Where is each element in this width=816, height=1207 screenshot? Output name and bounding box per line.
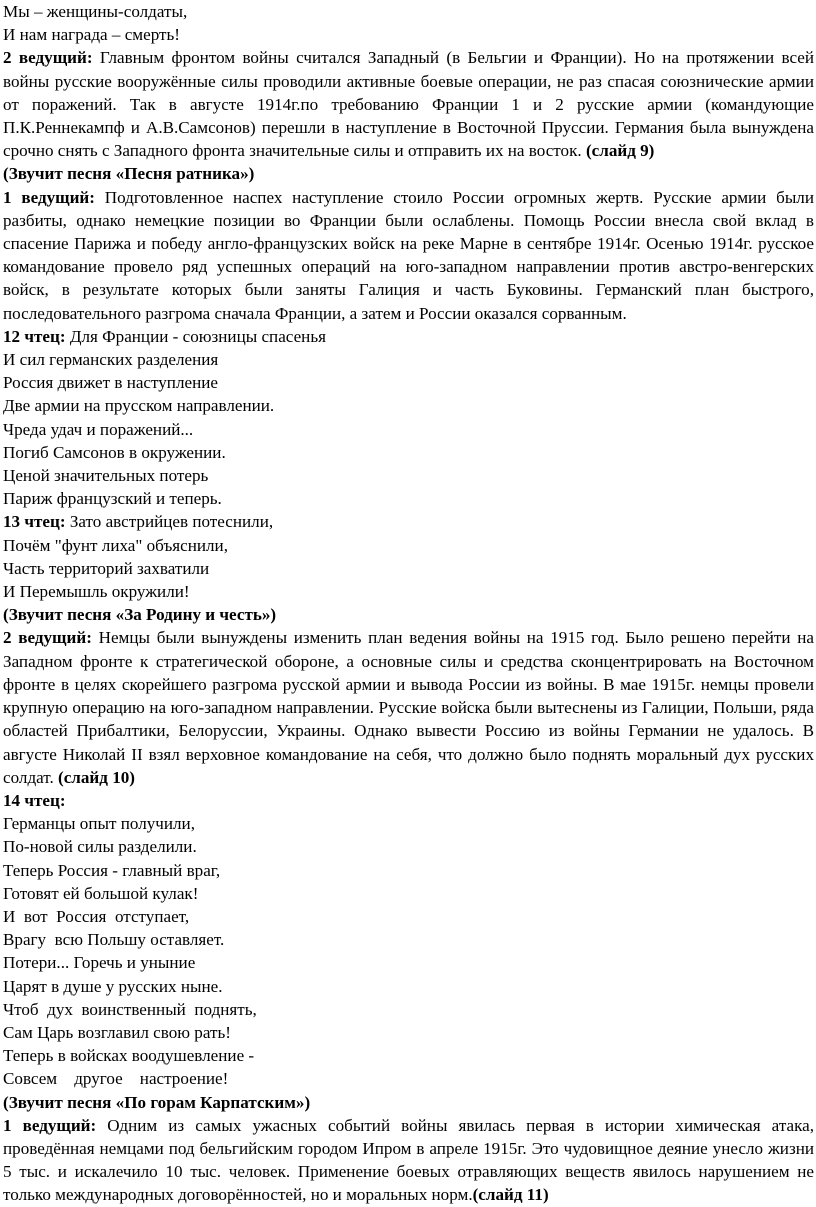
poem-line: Погиб Самсонов в окружении. <box>3 442 226 462</box>
poem-line: Две армии на прусском направлении. <box>3 396 275 416</box>
poem-line: Ценой значительных потерь <box>3 466 209 486</box>
narrator-paragraph <box>3 1114 814 1207</box>
song-cue: (Звучит песня «За Родину и честь») <box>3 605 277 625</box>
poem-line: Готовят ей большой кулак! <box>3 883 199 903</box>
poem-line: Почём "фунт лиха" объяснили, <box>3 535 228 555</box>
poem-line: Зато австрийцев потеснили, <box>65 512 274 532</box>
paragraph-text: Подготовленное наспех наступление стоило России огромных жертв. Русские армии были разбиты, однако немецкие позиции во Франции были ослаблены. Помощь России внесла свой вклад в спасение Парижа и победу англо-французских войск на реке Марне в сентябре 1914г. Осенью 1914г. русское командование провело ряд успешных операций на юго-западном направлении против австро-венгерских войск, в результате которых были заняты Галиция и часть Буковины. Германский план быстрого, последовательного разгрома сначала Франции, а затем и России оказался сорванным. <box>3 187 814 323</box>
slide-marker: (слайд 11) <box>472 1185 549 1205</box>
reader-first-line <box>3 325 814 348</box>
speaker-label: 12 чтец: <box>3 326 66 346</box>
poem-line: И нам награда – смерть! <box>3 25 180 45</box>
poem-line: Теперь Россия - главный враг, <box>3 860 221 880</box>
poem-line: Чреда удач и поражений... <box>3 419 194 439</box>
narrator-paragraph <box>3 186 814 325</box>
poem-line: По-новой силы разделили. <box>3 837 197 857</box>
paragraph-text: Одним из самых ужасных событий войны явилась первая в истории химическая атака, проведённая немцами под бельгийским городом Ипром в апреле 1915г. Это чудовищное деяние унесло жизни 5 тыс. и искалечило 10 тыс. человек. Применение боевых отравляющих веществ явилось нарушением не только международных договорённостей, но и моральных норм. <box>3 1115 814 1205</box>
poem-line: Царят в душе у русских ныне. <box>3 976 223 996</box>
speaker-label: 1 ведущий: <box>3 187 95 207</box>
poem-line: Потери... Горечь и уныние <box>3 953 196 973</box>
speaker-label: 13 чтец: <box>3 512 66 532</box>
narrator-paragraph <box>3 626 814 788</box>
song-cue: (Звучит песня «По горам Карпатским») <box>3 1092 311 1112</box>
slide-marker: (слайд 9) <box>585 141 655 161</box>
poem-line: Для Франции - союзницы спасенья <box>65 326 326 346</box>
poem-line: Теперь в войсках воодушевление - <box>3 1046 255 1066</box>
speaker-label: 2 ведущий: <box>3 48 93 68</box>
speaker-label: 14 чтец: <box>3 790 66 810</box>
poem-line: Германцы опыт получили, <box>3 814 195 834</box>
poem-line: Сам Царь возглавил свою рать! <box>3 1022 231 1042</box>
song-cue: (Звучит песня «Песня ратника») <box>3 164 255 184</box>
poem-line: Врагу всю Польшу оставляет. <box>3 930 225 950</box>
poem-line: Россия движет в наступление <box>3 373 218 393</box>
speaker-label: 1 ведущий: <box>3 1115 97 1135</box>
poem-line: И вот Россия отступает, <box>3 906 190 926</box>
poem-line: Часть территорий захватили <box>3 558 210 578</box>
slide-marker: (слайд 10) <box>58 767 135 787</box>
poem-line: Чтоб дух воинственный поднять, <box>3 999 257 1019</box>
poem-line: Совсем другое настроение! <box>3 1069 229 1089</box>
poem-line: Париж французский и теперь. <box>3 489 222 509</box>
reader-first-line <box>3 510 814 533</box>
narrator-paragraph <box>3 46 814 162</box>
poem-line: Мы – женщины-солдаты, <box>3 2 188 21</box>
poem-line: И сил германских разделения <box>3 350 219 370</box>
paragraph-text: Немцы были вынуждены изменить план ведения войны на 1915 год. Было решено перейти на Западном фронте к стратегической обороне, а основные силы и средства сконцентрировать на Восточном фронте в целях скорейшего разгрома русской армии и вывода России из войны. В мае 1915г. немцы провели крупную операцию на юго-западном направлении. Русские войска были вытеснены из Галиции, Польши, ряда областей Прибалтики, Белоруссии, Украины. Однако вывести Россию из войны Германии не удалось. В августе Николай II взял верховное командование на себя, что должно было поднять моральный дух русских солдат. <box>3 628 814 787</box>
speaker-label: 2 ведущий: <box>3 628 92 648</box>
paragraph-text: Главным фронтом войны считался Западный (в Бельгии и Франции). Но на протяжении всей войны русские вооружённые силы проводили активные боевые операции, не раз спасая союзнические армии от поражений. Так в августе 1914г.по требованию Франции 1 и 2 русские армии (командующие П.К.Реннекампф и А.В.Самсонов) перешли в наступление в Восточной Пруссии. Германия была вынуждена срочно снять с Западного фронта значительные силы и отправить их на восток. <box>3 48 814 161</box>
poem-line: И Перемышль окружили! <box>3 582 190 602</box>
